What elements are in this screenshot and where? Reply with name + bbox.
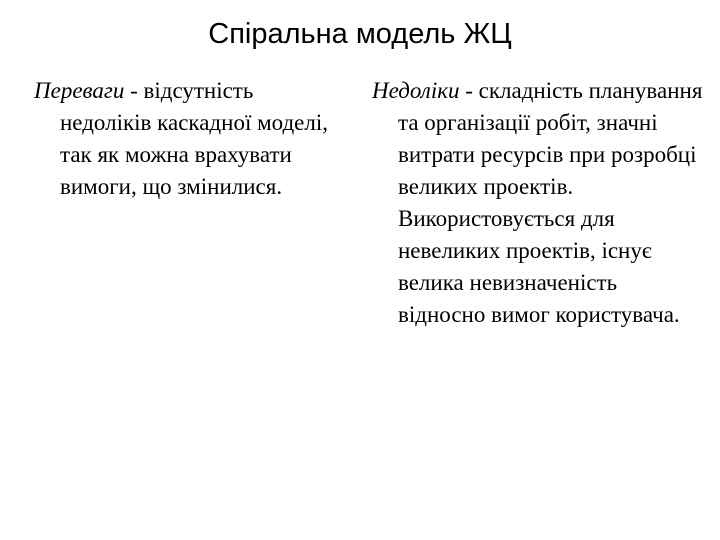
- disadvantages-column: [372, 75, 707, 331]
- slide-title: Спіральна модель ЖЦ: [208, 18, 512, 50]
- disadvantages-term: Недоліки: [372, 78, 460, 103]
- advantages-text: - відсутність недоліків каскадної моделі, так як можна врахувати вимоги, що змінилися.: [60, 78, 329, 199]
- disadvantages-paragraph: [372, 75, 707, 331]
- advantages-column: [34, 75, 344, 203]
- advantages-paragraph: [34, 75, 344, 203]
- advantages-term: Переваги: [34, 78, 125, 103]
- disadvantages-text: - складність планування та організації робіт, значні витрати ресурсів при розробці великих проектів. Використовується для невеликих проектів, існує велика невизначеність відносно вимог користувача.: [398, 78, 703, 327]
